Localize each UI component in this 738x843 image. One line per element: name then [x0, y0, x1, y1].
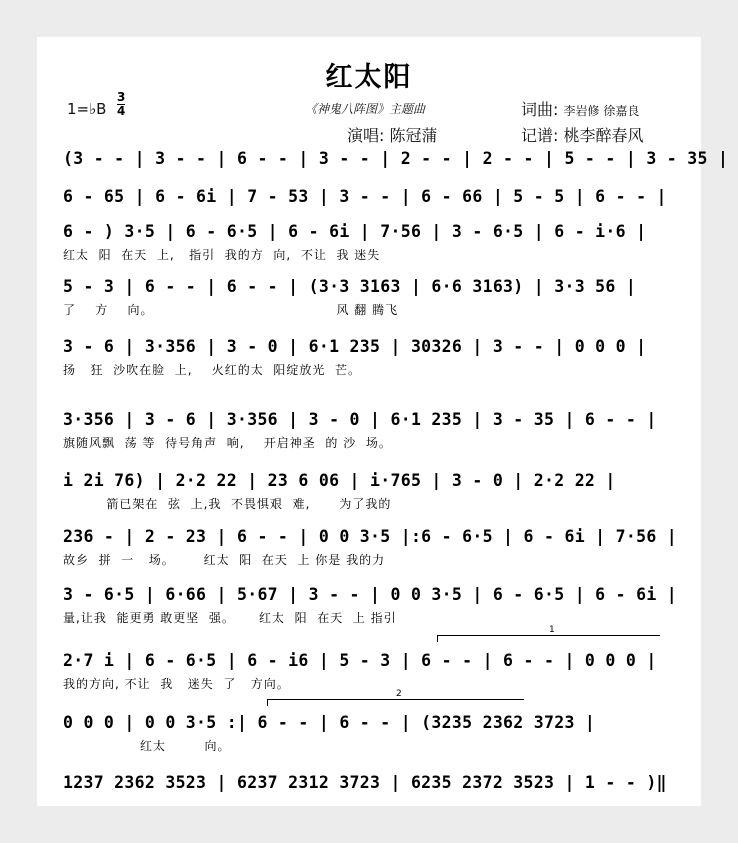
lyrics-row: 箭已架在 弦 上,我 不畏惧艰 难, 为了我的 — [63, 497, 392, 511]
notation-row: (3 - - | 3 - - | 6 - - | 3 - - | 2 - - | 2 - - | 5 - - | 3 - 35 | — [63, 149, 729, 168]
lyrics-row: 红太 阳 在天 上, 指引 我的方 向, 不让 我 迷失 — [63, 248, 381, 262]
singer-credit: 演唱: 陈冠蒲 — [347, 126, 438, 145]
lyricist-names: 李岩修 徐嘉良 — [563, 104, 640, 118]
lyricist-credit — [521, 97, 639, 120]
key-signature: 1=♭B — [67, 100, 107, 118]
notation-row: 5 - 3 | 6 - - | 6 - - | (3·3 3163 | 6·6 3163) | 3·3 56 | — [63, 277, 637, 296]
notation-row: 0 0 0 | 0 0 3·5 :| 6 - - | 6 - - | (3235 2362 3723 | — [63, 713, 596, 732]
score-page — [37, 37, 729, 806]
notation-row: 3·356 | 3 - 6 | 3·356 | 3 - 0 | 6·1 235 | 3 - 35 | 6 - - | — [63, 410, 657, 429]
lyricist-label: 词曲: — [521, 100, 559, 119]
lyrics-row: 了 方 向。 风 翻 腾飞 — [63, 303, 399, 317]
lyrics-row: 故乡 拼 一 场。 红太 阳 在天 上 你是 我的力 — [63, 553, 386, 567]
notation-row: 3 - 6·5 | 6·66 | 5·67 | 3 - - | 0 0 3·5 | 6 - 6·5 | 6 - 6i | — [63, 585, 678, 604]
transcriber-credit: 记谱: 桃李醉春风 — [521, 126, 644, 145]
subtitle: 《神鬼八阵图》主题曲 — [305, 102, 426, 116]
notation-row: 236 - | 2 - 23 | 6 - - | 0 0 3·5 |:6 - 6·5 | 6 - 6i | 7·56 | — [63, 527, 678, 546]
notation-row: 6 - ) 3·5 | 6 - 6·5 | 6 - 6i | 7·56 | 3 - 6·5 | 6 - i·6 | — [63, 222, 647, 241]
notation-row: i 2i 76) | 2·2 22 | 23 6 06 | i·765 | 3 - 0 | 2·2 22 | — [63, 471, 616, 490]
time-numerator: 3 — [117, 90, 126, 104]
notation-row: 6 - 65 | 6 - 6i | 7 - 53 | 3 - - | 6 - 66 | 5 - 5 | 6 - - | — [63, 187, 667, 206]
time-signature — [117, 91, 125, 118]
lyrics-row: 我的方向, 不让 我 迷失 了 方向。 — [63, 677, 290, 691]
lyrics-row: 扬 狂 沙吹在脸 上, 火红的太 阳绽放光 芒。 — [63, 363, 362, 377]
volta-number: 1 — [549, 625, 555, 635]
lyrics-row: 红太 向。 — [63, 739, 231, 753]
volta-number: 2 — [396, 689, 402, 699]
lyrics-row: 旗随风飘 荡 等 待号角声 响, 开启神圣 的 沙 场。 — [63, 436, 392, 450]
volta-bracket — [267, 689, 524, 706]
time-denominator: 4 — [117, 104, 126, 118]
notation-row: 1237 2362 3523 | 6237 2312 3723 | 6235 2372 3523 | 1 - - )‖ — [63, 773, 667, 792]
volta-bracket — [437, 625, 660, 642]
lyrics-row: 量,让我 能更勇 敢更坚 强。 红太 阳 在天 上 指引 — [63, 611, 397, 625]
notation-row: 2·7 i | 6 - 6·5 | 6 - i6 | 5 - 3 | 6 - - | 6 - - | 0 0 0 | — [63, 651, 657, 670]
notation-row: 3 - 6 | 3·356 | 3 - 0 | 6·1 235 | 30326 | 3 - - | 0 0 0 | — [63, 337, 647, 356]
song-title: 红太阳 — [325, 62, 413, 93]
